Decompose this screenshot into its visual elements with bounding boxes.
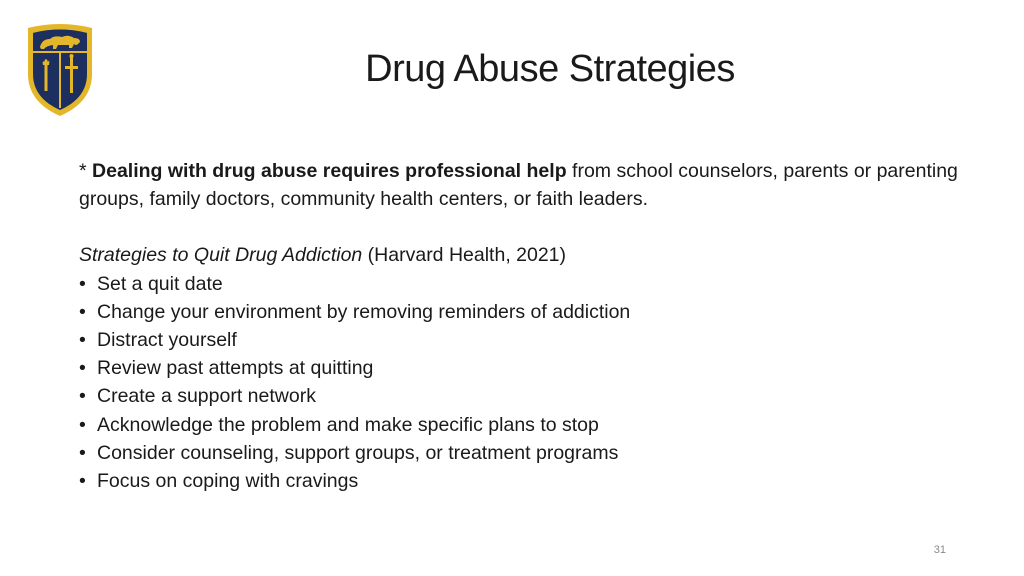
list-item	[79, 439, 959, 467]
list-item-text: Create a support network	[97, 385, 316, 408]
spacer	[79, 213, 959, 241]
strategies-heading-title: Strategies to Quit Drug Addiction	[79, 244, 363, 267]
intro-bold-text: Dealing with drug abuse requires professional help	[92, 160, 567, 182]
bullet-icon: •	[79, 329, 86, 352]
strategies-heading	[79, 241, 959, 269]
list-item-text: Consider counseling, support groups, or treatment programs	[97, 441, 619, 464]
list-item	[79, 467, 959, 495]
list-item	[79, 411, 959, 439]
list-item	[79, 326, 959, 354]
slide-title: Drug Abuse Strategies	[365, 48, 735, 90]
list-item	[79, 382, 959, 410]
bullet-icon: •	[79, 357, 86, 380]
bullet-icon: •	[79, 385, 86, 408]
page-number: 31	[933, 544, 946, 556]
list-item-text: Focus on coping with cravings	[97, 470, 359, 493]
intro-paragraph	[79, 157, 959, 213]
list-item	[79, 270, 959, 298]
list-item	[79, 354, 959, 382]
intro-rest-text: from school counselors, parents or parenting groups, family doctors, community health centers, or faith leaders.	[79, 160, 958, 211]
bullet-icon: •	[79, 272, 86, 295]
school-crest-logo	[24, 22, 96, 118]
bullet-icon: •	[79, 413, 86, 436]
slide-body	[79, 157, 959, 495]
intro-asterisk: *	[79, 160, 93, 182]
list-item-text: Review past attempts at quitting	[97, 357, 374, 380]
list-item-text: Distract yourself	[97, 329, 237, 352]
bullet-icon: •	[79, 470, 86, 493]
list-item-text: Set a quit date	[97, 272, 223, 295]
list-item	[79, 298, 959, 326]
strategies-list	[79, 270, 959, 496]
bullet-icon: •	[79, 300, 86, 323]
strategies-heading-citation: (Harvard Health, 2021)	[362, 244, 567, 267]
bullet-icon: •	[79, 441, 86, 464]
list-item-text: Change your environment by removing reminders of addiction	[97, 300, 631, 323]
list-item-text: Acknowledge the problem and make specific plans to stop	[97, 413, 599, 436]
